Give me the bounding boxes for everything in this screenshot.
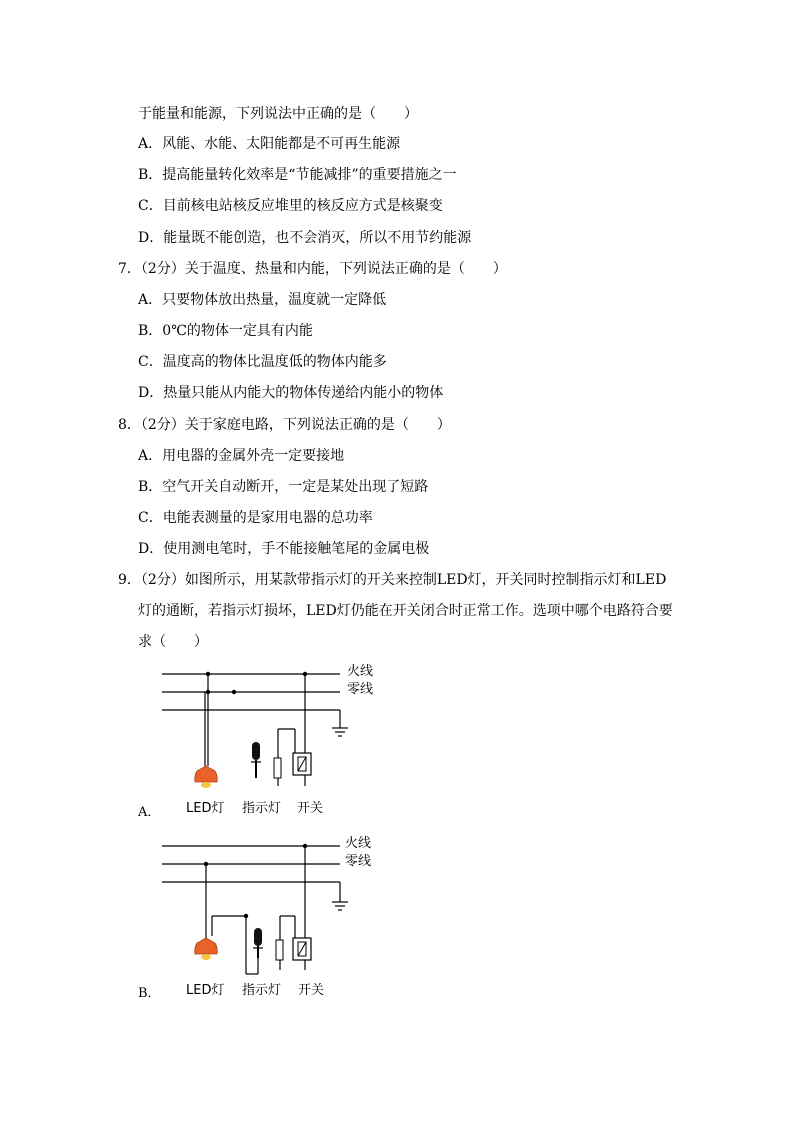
q8-stem: 8．（2分）关于家庭电路，下列说法正确的是（ ） <box>118 417 451 433</box>
figure-a-option-label: A． <box>138 805 161 820</box>
switch-label: 开关 <box>298 983 325 998</box>
switch-icon <box>293 938 311 960</box>
switch-label: 开关 <box>297 801 324 816</box>
led-label: LED灯 <box>186 983 225 998</box>
figure-b-option-label: B． <box>138 986 161 1001</box>
q7-option-c: C．温度高的物体比温度低的物体内能多 <box>138 354 387 370</box>
led-lamp-icon <box>195 938 218 960</box>
circuit-diagram-b <box>150 830 390 1000</box>
led-lamp-icon <box>195 766 218 788</box>
live-wire-label: 火线 <box>347 664 374 679</box>
q7-stem: 7．（2分）关于温度、热量和内能，下列说法正确的是（ ） <box>118 261 507 277</box>
test-pen-indicator-icon <box>251 742 261 778</box>
q8-option-a: A．用电器的金属外壳一定要接地 <box>138 448 345 464</box>
indicator-label: 指示灯 <box>242 983 282 998</box>
live-wire-label: 火线 <box>345 836 372 851</box>
indicator-label: 指示灯 <box>242 801 282 816</box>
switch-icon <box>293 753 311 775</box>
neutral-wire-label: 零线 <box>347 682 374 697</box>
q8-option-d: D．使用测电笔时，手不能接触笔尾的金属电极 <box>138 541 430 557</box>
q6-stem-tail: 于能量和能源，下列说法中正确的是（ ） <box>138 106 418 122</box>
q6-option-c: C．目前核电站核反应堆里的核反应方式是核聚变 <box>138 198 443 214</box>
q8-option-c: C．电能表测量的是家用电器的总功率 <box>138 510 373 526</box>
q9-stem-line3: 求（ ） <box>138 634 208 650</box>
q9-stem-line1: 9．（2分）如图所示，用某款带指示灯的开关来控制LED灯，开关同时控制指示灯和LED <box>118 572 667 588</box>
q7-option-d: D．热量只能从内能大的物体传递给内能小的物体 <box>138 385 444 401</box>
q7-option-a: A．只要物体放出热量，温度就一定降低 <box>138 292 387 308</box>
q6-option-a: A．风能、水能、太阳能都是不可再生能源 <box>138 136 401 152</box>
q7-option-b: B．0℃的物体一定具有内能 <box>138 323 313 339</box>
test-pen-indicator-icon <box>253 928 263 958</box>
q6-option-d: D．能量既不能创造，也不会消灭，所以不用节约能源 <box>138 230 472 246</box>
q6-option-b: B．提高能量转化效率是“节能减排”的重要措施之一 <box>138 167 457 183</box>
circuit-diagram-a <box>150 658 390 823</box>
q9-stem-line2: 灯的通断，若指示灯损坏，LED灯仍能在开关闭合时正常工作。选项中哪个电路符合要 <box>138 603 673 619</box>
led-label: LED灯 <box>186 801 225 816</box>
q8-option-b: B．空气开关自动断开，一定是某处出现了短路 <box>138 479 429 495</box>
neutral-wire-label: 零线 <box>345 854 372 869</box>
